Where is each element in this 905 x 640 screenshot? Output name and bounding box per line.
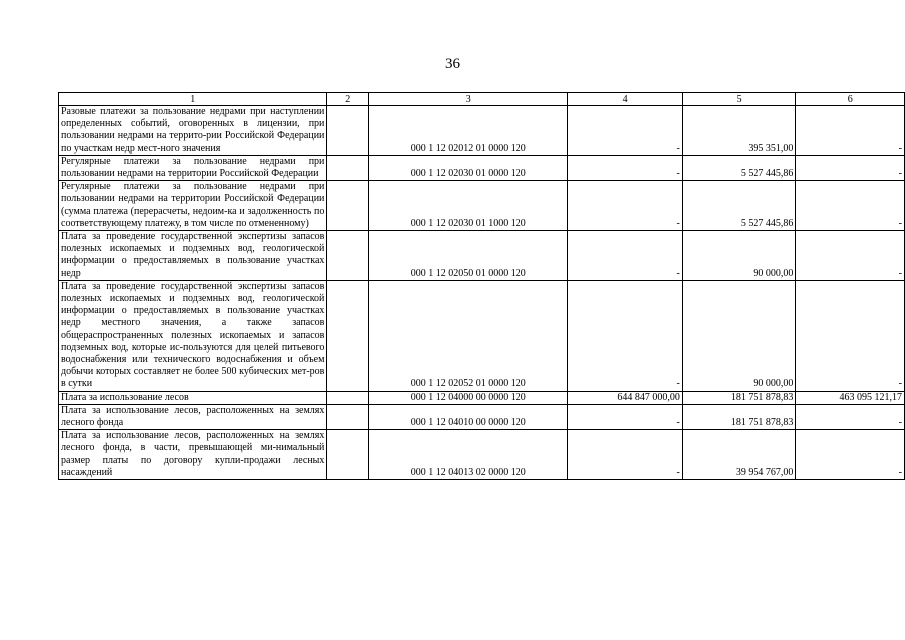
row-code: 000 1 12 02050 01 0000 120	[369, 231, 568, 281]
row-col2	[327, 404, 369, 429]
row-col6: -	[796, 155, 905, 180]
row-col2	[327, 106, 369, 156]
row-col5: 181 751 878,83	[682, 404, 796, 429]
row-code: 000 1 12 02030 01 1000 120	[369, 181, 568, 231]
row-col4: -	[568, 231, 683, 281]
budget-table	[58, 92, 905, 480]
row-col6: -	[796, 231, 905, 281]
row-col4: 644 847 000,00	[568, 391, 683, 404]
row-col2	[327, 181, 369, 231]
table-row	[59, 404, 905, 429]
row-code: 000 1 12 02052 01 0000 120	[369, 280, 568, 391]
table-row	[59, 106, 905, 156]
table-row	[59, 181, 905, 231]
table-row	[59, 155, 905, 180]
header-row	[59, 93, 905, 106]
row-col6: -	[796, 280, 905, 391]
row-description: Плата за использование лесов, расположенных на землях лесного фонда, в части, превышающей ми-нимальный размер платы по договору купли-продажи лесных насаждений	[59, 430, 327, 480]
row-col2	[327, 280, 369, 391]
row-col6: -	[796, 181, 905, 231]
row-col2	[327, 231, 369, 281]
row-description: Регулярные платежи за пользование недрами при пользовании недрами на территории Российской Федерации	[59, 155, 327, 180]
column-header: 3	[369, 93, 568, 106]
row-col4: -	[568, 404, 683, 429]
row-col2	[327, 155, 369, 180]
row-col4: -	[568, 106, 683, 156]
row-col6: -	[796, 404, 905, 429]
column-header: 6	[796, 93, 905, 106]
table-row	[59, 280, 905, 391]
row-col5: 39 954 767,00	[682, 430, 796, 480]
row-description: Плата за использование лесов	[59, 391, 327, 404]
row-col4: -	[568, 181, 683, 231]
row-col5: 395 351,00	[682, 106, 796, 156]
column-header: 1	[59, 93, 327, 106]
row-col6: -	[796, 106, 905, 156]
row-col5: 90 000,00	[682, 280, 796, 391]
table-row	[59, 391, 905, 404]
row-col2	[327, 391, 369, 404]
row-code: 000 1 12 04000 00 0000 120	[369, 391, 568, 404]
row-description: Плата за использование лесов, расположенных на землях лесного фонда	[59, 404, 327, 429]
row-code: 000 1 12 02012 01 0000 120	[369, 106, 568, 156]
table-row	[59, 430, 905, 480]
row-description: Плата за проведение государственной экспертизы запасов полезных ископаемых и подземных вод, геологической информации о предоставляемых в пользование участках недр местного значения, а также запасов общераспространенных полезных ископаемых и запасов подземных вод, которые ис-пользуются для целей питьевого водоснабжения или технического водоснабжения и объем добычи которых составляет не более 500 кубических мет-ров в сутки	[59, 280, 327, 391]
column-header: 5	[682, 93, 796, 106]
table-row	[59, 231, 905, 281]
row-col6: 463 095 121,17	[796, 391, 905, 404]
row-col6: -	[796, 430, 905, 480]
row-col2	[327, 430, 369, 480]
column-header: 2	[327, 93, 369, 106]
column-header: 4	[568, 93, 683, 106]
row-description: Регулярные платежи за пользование недрами при пользовании недрами на территории Российской Федерации (сумма платежа (перерасчеты, недоим-ка и задолженность по соответствующему платежу, в том числе по отмененному)	[59, 181, 327, 231]
row-col5: 5 527 445,86	[682, 181, 796, 231]
row-col5: 181 751 878,83	[682, 391, 796, 404]
row-col5: 90 000,00	[682, 231, 796, 281]
row-code: 000 1 12 04013 02 0000 120	[369, 430, 568, 480]
row-col4: -	[568, 280, 683, 391]
row-col5: 5 527 445,86	[682, 155, 796, 180]
row-description: Разовые платежи за пользование недрами при наступлении определенных событий, оговоренных в лицензии, при пользовании недрами на террито-рии Российской Федерации по участкам недр мест-ного значения	[59, 106, 327, 156]
row-col4: -	[568, 155, 683, 180]
page-number: 36	[445, 56, 460, 72]
row-code: 000 1 12 02030 01 0000 120	[369, 155, 568, 180]
row-col4: -	[568, 430, 683, 480]
row-code: 000 1 12 04010 00 0000 120	[369, 404, 568, 429]
row-description: Плата за проведение государственной экспертизы запасов полезных ископаемых и подземных вод, геологической информации о предоставляемых в пользование участках недр	[59, 231, 327, 281]
